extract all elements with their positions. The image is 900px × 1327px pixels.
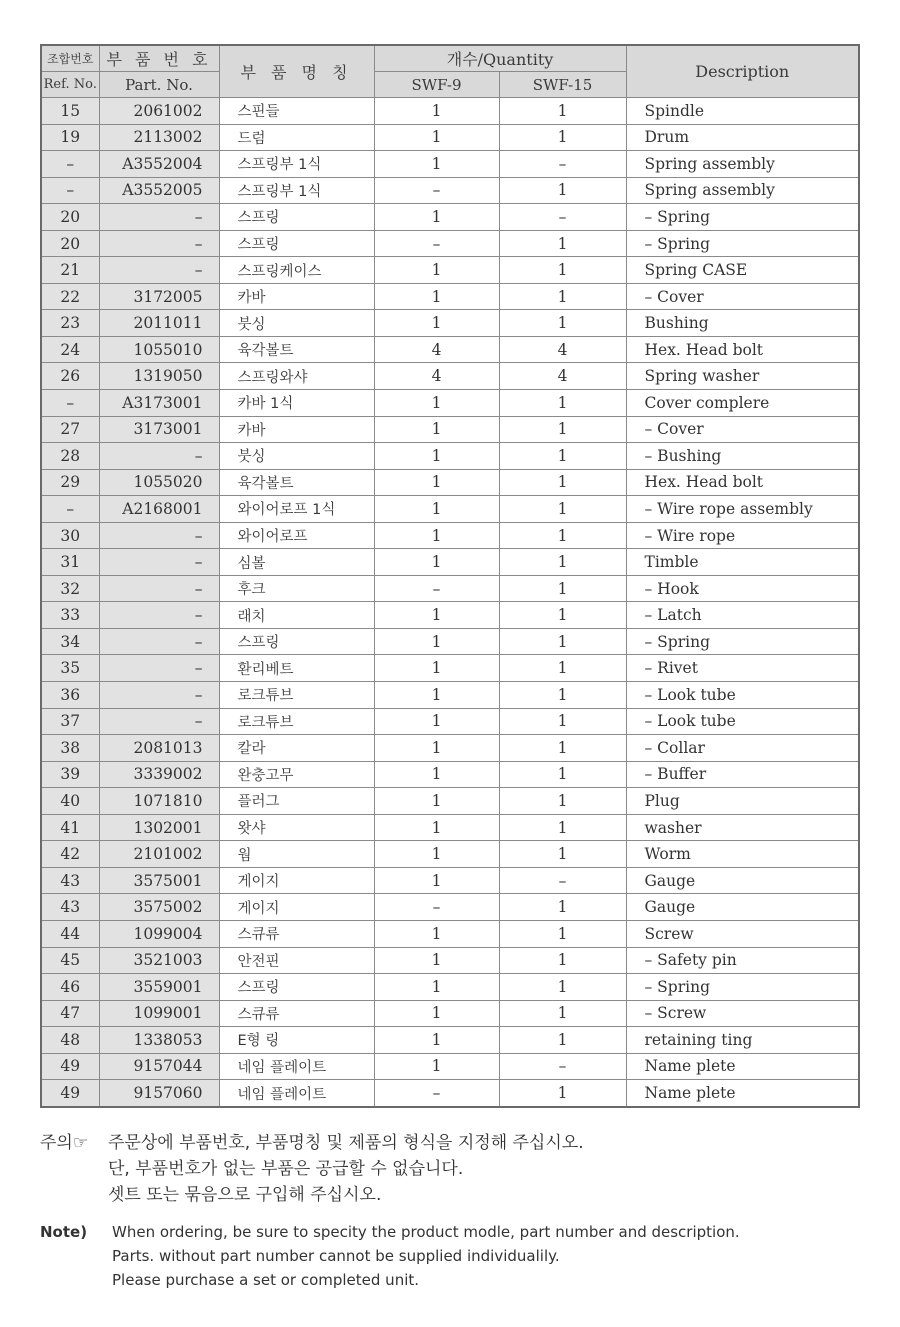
korean-name-cell: 스프링와샤 — [219, 363, 374, 390]
description-cell: Gauge — [626, 867, 859, 894]
part-no-cell: – — [99, 628, 219, 655]
korean-name-cell: 스프링 — [219, 230, 374, 257]
swf9-qty-cell: – — [374, 894, 499, 921]
ref-no-cell: 46 — [41, 974, 99, 1001]
table-row — [41, 575, 859, 602]
swf15-qty-cell: 1 — [499, 655, 626, 682]
swf9-qty-cell: 1 — [374, 549, 499, 576]
table-row — [41, 98, 859, 125]
swf9-qty-cell: – — [374, 1080, 499, 1107]
table-row — [41, 735, 859, 762]
ref-no-cell: 28 — [41, 443, 99, 470]
ref-no-cell: 19 — [41, 124, 99, 151]
description-cell: – Spring — [626, 628, 859, 655]
swf9-qty-cell: 1 — [374, 283, 499, 310]
table-row — [41, 336, 859, 363]
part-no-cell: A3552005 — [99, 177, 219, 204]
korean-name-cell: 스프링 — [219, 628, 374, 655]
korean-name-cell: 스프링케이스 — [219, 257, 374, 284]
description-cell: Worm — [626, 841, 859, 868]
ref-no-english-header: Ref. No. — [41, 72, 99, 98]
description-cell: – Cover — [626, 283, 859, 310]
korean-name-cell: 게이지 — [219, 894, 374, 921]
part-no-cell: 1319050 — [99, 363, 219, 390]
table-row — [41, 761, 859, 788]
table-row — [41, 867, 859, 894]
part-no-cell: – — [99, 655, 219, 682]
part-no-cell: – — [99, 682, 219, 709]
swf9-qty-cell: 1 — [374, 655, 499, 682]
swf15-qty-cell: 1 — [499, 522, 626, 549]
table-row — [41, 363, 859, 390]
part-no-korean-header: 부 품 번 호 — [99, 45, 219, 72]
part-no-cell: 9157044 — [99, 1053, 219, 1080]
table-body — [41, 98, 859, 1107]
description-cell: retaining ting — [626, 1027, 859, 1054]
english-note-text: Parts. without part number cannot be supplied individualily. — [112, 1247, 560, 1265]
description-cell: Spring assembly — [626, 177, 859, 204]
swf9-qty-cell: 1 — [374, 920, 499, 947]
korean-name-cell: 스프링 — [219, 974, 374, 1001]
korean-name-cell: 스프링부 1식 — [219, 151, 374, 178]
korean-name-cell: 안전핀 — [219, 947, 374, 974]
swf9-qty-cell: 1 — [374, 682, 499, 709]
english-note-line — [40, 1268, 860, 1292]
part-no-cell: 1099001 — [99, 1000, 219, 1027]
part-no-cell: 3559001 — [99, 974, 219, 1001]
ref-no-cell: 48 — [41, 1027, 99, 1054]
swf15-qty-cell: 1 — [499, 443, 626, 470]
part-no-cell: – — [99, 230, 219, 257]
swf9-qty-cell: 1 — [374, 867, 499, 894]
korean-name-cell: 플러그 — [219, 788, 374, 815]
english-note-line — [40, 1244, 860, 1268]
table-row — [41, 628, 859, 655]
swf9-qty-cell: 4 — [374, 363, 499, 390]
part-no-cell: – — [99, 549, 219, 576]
swf15-qty-cell: 1 — [499, 894, 626, 921]
swf15-qty-cell: 1 — [499, 1027, 626, 1054]
part-no-cell: 2101002 — [99, 841, 219, 868]
part-no-cell: A3173001 — [99, 390, 219, 417]
swf9-qty-cell: 1 — [374, 788, 499, 815]
swf15-qty-cell: 1 — [499, 920, 626, 947]
swf15-qty-cell: 1 — [499, 230, 626, 257]
swf9-qty-cell: 1 — [374, 469, 499, 496]
table-row — [41, 124, 859, 151]
korean-name-cell: 완충고무 — [219, 761, 374, 788]
description-cell: Spindle — [626, 98, 859, 125]
description-cell: – Latch — [626, 602, 859, 629]
ref-no-cell: 32 — [41, 575, 99, 602]
part-no-cell: 3575001 — [99, 867, 219, 894]
korean-name-cell: 붓싱 — [219, 310, 374, 337]
table-row — [41, 390, 859, 417]
table-row — [41, 1000, 859, 1027]
table-row — [41, 894, 859, 921]
ref-no-cell: 35 — [41, 655, 99, 682]
korean-name-cell: 스큐류 — [219, 920, 374, 947]
part-no-cell: 1338053 — [99, 1027, 219, 1054]
part-no-cell: – — [99, 575, 219, 602]
swf15-qty-cell: 1 — [499, 549, 626, 576]
ref-no-cell: 39 — [41, 761, 99, 788]
swf9-qty-cell: 1 — [374, 257, 499, 284]
ref-no-cell: – — [41, 496, 99, 523]
table-row — [41, 682, 859, 709]
description-cell: Spring assembly — [626, 151, 859, 178]
ref-no-korean-header: 조합번호 — [41, 45, 99, 72]
ref-no-cell: 30 — [41, 522, 99, 549]
part-no-cell: 2113002 — [99, 124, 219, 151]
description-cell: – Buffer — [626, 761, 859, 788]
table-row — [41, 974, 859, 1001]
description-cell: Spring CASE — [626, 257, 859, 284]
description-cell: – Hook — [626, 575, 859, 602]
description-cell: – Rivet — [626, 655, 859, 682]
swf15-qty-cell: 1 — [499, 496, 626, 523]
swf15-qty-cell: 1 — [499, 708, 626, 735]
swf15-qty-cell: – — [499, 1053, 626, 1080]
korean-name-cell: 드럼 — [219, 124, 374, 151]
swf9-qty-cell: 1 — [374, 947, 499, 974]
swf15-qty-cell: – — [499, 204, 626, 231]
table-row — [41, 788, 859, 815]
part-no-cell: 1055010 — [99, 336, 219, 363]
quantity-header: 개수/Quantity — [374, 45, 626, 72]
korean-name-cell: 스큐류 — [219, 1000, 374, 1027]
swf15-qty-cell: 1 — [499, 761, 626, 788]
swf15-qty-cell: 1 — [499, 814, 626, 841]
table-row — [41, 602, 859, 629]
part-no-cell: 2081013 — [99, 735, 219, 762]
swf9-qty-cell: 1 — [374, 522, 499, 549]
korean-name-cell: 후크 — [219, 575, 374, 602]
swf15-qty-cell: 1 — [499, 735, 626, 762]
swf15-header: SWF-15 — [499, 72, 626, 98]
ref-no-cell: 27 — [41, 416, 99, 443]
description-cell: – Spring — [626, 974, 859, 1001]
swf15-qty-cell: 1 — [499, 1000, 626, 1027]
description-cell: – Screw — [626, 1000, 859, 1027]
table-row — [41, 310, 859, 337]
swf15-qty-cell: 1 — [499, 310, 626, 337]
swf9-qty-cell: 1 — [374, 974, 499, 1001]
ref-no-cell: 41 — [41, 814, 99, 841]
description-cell: Cover complere — [626, 390, 859, 417]
korean-name-cell: E형 링 — [219, 1027, 374, 1054]
korean-note-text: 셋트 또는 묶음으로 구입해 주십시오. — [108, 1185, 382, 1205]
swf15-qty-cell: 1 — [499, 469, 626, 496]
ref-no-cell: – — [41, 390, 99, 417]
swf9-qty-cell: 1 — [374, 443, 499, 470]
ref-no-cell: 49 — [41, 1080, 99, 1107]
part-no-cell: – — [99, 204, 219, 231]
table-row — [41, 204, 859, 231]
table-row — [41, 469, 859, 496]
korean-name-cell: 카바 1식 — [219, 390, 374, 417]
swf15-qty-cell: 1 — [499, 124, 626, 151]
korean-name-cell: 로크튜브 — [219, 682, 374, 709]
part-no-cell: 1071810 — [99, 788, 219, 815]
part-no-cell: 9157060 — [99, 1080, 219, 1107]
swf15-qty-cell: 1 — [499, 947, 626, 974]
description-cell: – Bushing — [626, 443, 859, 470]
table-header — [41, 45, 859, 98]
ref-no-cell: 34 — [41, 628, 99, 655]
table-row — [41, 841, 859, 868]
ref-no-cell: 36 — [41, 682, 99, 709]
table-row — [41, 257, 859, 284]
korean-name-cell: 왓샤 — [219, 814, 374, 841]
description-cell: – Safety pin — [626, 947, 859, 974]
korean-name-cell: 웜 — [219, 841, 374, 868]
part-no-cell: – — [99, 522, 219, 549]
ref-no-cell: – — [41, 151, 99, 178]
korean-name-cell: 네임 플레이트 — [219, 1053, 374, 1080]
ref-no-cell: 15 — [41, 98, 99, 125]
korean-note-line — [40, 1130, 860, 1156]
korean-name-cell: 스핀들 — [219, 98, 374, 125]
description-cell: – Collar — [626, 735, 859, 762]
part-no-cell: 2061002 — [99, 98, 219, 125]
description-cell: – Look tube — [626, 682, 859, 709]
swf9-qty-cell: 1 — [374, 390, 499, 417]
swf9-qty-cell: – — [374, 575, 499, 602]
part-no-cell: – — [99, 443, 219, 470]
swf15-qty-cell: 1 — [499, 628, 626, 655]
table-row — [41, 230, 859, 257]
korean-name-cell: 육각볼트 — [219, 469, 374, 496]
swf9-qty-cell: 1 — [374, 1053, 499, 1080]
table-row — [41, 1053, 859, 1080]
swf15-qty-cell: – — [499, 151, 626, 178]
ref-no-cell: 29 — [41, 469, 99, 496]
description-cell: Timble — [626, 549, 859, 576]
korean-name-cell: 붓싱 — [219, 443, 374, 470]
korean-name-cell: 카바 — [219, 283, 374, 310]
korean-note-text: 주문상에 부품번호, 부품명칭 및 제품의 형식을 지정해 주십시오. — [108, 1133, 584, 1153]
ref-no-cell: 26 — [41, 363, 99, 390]
part-no-english-header: Part. No. — [99, 72, 219, 98]
swf9-qty-cell: 1 — [374, 761, 499, 788]
part-no-cell: 2011011 — [99, 310, 219, 337]
table-row — [41, 283, 859, 310]
swf15-qty-cell: 4 — [499, 363, 626, 390]
korean-name-cell: 와이어로프 1식 — [219, 496, 374, 523]
ref-no-cell: 31 — [41, 549, 99, 576]
description-cell: – Wire rope assembly — [626, 496, 859, 523]
ref-no-cell: 37 — [41, 708, 99, 735]
part-no-cell: 1055020 — [99, 469, 219, 496]
part-no-cell: 3521003 — [99, 947, 219, 974]
table-row — [41, 177, 859, 204]
parts-table — [40, 44, 860, 1108]
description-cell: Name plete — [626, 1080, 859, 1107]
table-row — [41, 522, 859, 549]
korean-name-cell: 로크튜브 — [219, 708, 374, 735]
description-cell: – Cover — [626, 416, 859, 443]
english-note-line — [40, 1220, 860, 1244]
table-row — [41, 655, 859, 682]
swf9-qty-cell: 1 — [374, 1027, 499, 1054]
part-no-cell: 3339002 — [99, 761, 219, 788]
part-no-cell: – — [99, 257, 219, 284]
swf15-qty-cell: 1 — [499, 575, 626, 602]
description-cell: – Spring — [626, 230, 859, 257]
english-note-text: Please purchase a set or completed unit. — [112, 1271, 420, 1289]
ref-no-cell: 21 — [41, 257, 99, 284]
table-row — [41, 708, 859, 735]
swf15-qty-cell: 1 — [499, 841, 626, 868]
swf9-qty-cell: 1 — [374, 124, 499, 151]
swf9-qty-cell: 1 — [374, 602, 499, 629]
table-row — [41, 920, 859, 947]
swf15-qty-cell: 1 — [499, 257, 626, 284]
description-cell: Screw — [626, 920, 859, 947]
table-row — [41, 549, 859, 576]
swf15-qty-cell: 1 — [499, 390, 626, 417]
swf9-qty-cell: 1 — [374, 496, 499, 523]
parts-table-container — [40, 44, 858, 1108]
description-cell: Drum — [626, 124, 859, 151]
korean-name-cell: 스프링 — [219, 204, 374, 231]
table-row — [41, 496, 859, 523]
swf9-qty-cell: 1 — [374, 814, 499, 841]
table-row — [41, 416, 859, 443]
ref-no-cell: 22 — [41, 283, 99, 310]
swf9-qty-cell: – — [374, 230, 499, 257]
ref-no-cell: 45 — [41, 947, 99, 974]
ref-no-cell: 40 — [41, 788, 99, 815]
english-note-block — [40, 1220, 860, 1292]
part-no-cell: 3173001 — [99, 416, 219, 443]
korean-note-prefix: 주의☞ — [40, 1133, 89, 1153]
korean-name-cell: 네임 플레이트 — [219, 1080, 374, 1107]
swf15-qty-cell: – — [499, 867, 626, 894]
swf9-qty-cell: 1 — [374, 735, 499, 762]
swf9-qty-cell: 1 — [374, 628, 499, 655]
part-no-cell: A3552004 — [99, 151, 219, 178]
ref-no-cell: 33 — [41, 602, 99, 629]
ref-no-cell: – — [41, 177, 99, 204]
part-no-cell: – — [99, 708, 219, 735]
swf15-qty-cell: 1 — [499, 974, 626, 1001]
table-row — [41, 1080, 859, 1107]
part-no-cell: 3172005 — [99, 283, 219, 310]
part-no-cell: A2168001 — [99, 496, 219, 523]
korean-note-line — [40, 1182, 860, 1208]
ref-no-cell: 43 — [41, 894, 99, 921]
swf15-qty-cell: 1 — [499, 416, 626, 443]
part-no-cell: 1302001 — [99, 814, 219, 841]
korean-name-cell: 심볼 — [219, 549, 374, 576]
part-no-cell: – — [99, 602, 219, 629]
swf9-qty-cell: 1 — [374, 708, 499, 735]
korean-name-cell: 칼라 — [219, 735, 374, 762]
table-row — [41, 814, 859, 841]
swf9-qty-cell: 1 — [374, 98, 499, 125]
description-cell: washer — [626, 814, 859, 841]
part-no-cell: 3575002 — [99, 894, 219, 921]
swf15-qty-cell: 1 — [499, 682, 626, 709]
table-row — [41, 947, 859, 974]
swf9-qty-cell: 1 — [374, 310, 499, 337]
description-header: Description — [626, 45, 859, 98]
swf15-qty-cell: 1 — [499, 98, 626, 125]
swf15-qty-cell: 1 — [499, 1080, 626, 1107]
swf9-qty-cell: 1 — [374, 416, 499, 443]
swf15-qty-cell: 4 — [499, 336, 626, 363]
swf15-qty-cell: 1 — [499, 788, 626, 815]
ref-no-cell: 47 — [41, 1000, 99, 1027]
description-cell: Hex. Head bolt — [626, 336, 859, 363]
description-cell: Name plete — [626, 1053, 859, 1080]
swf9-header: SWF-9 — [374, 72, 499, 98]
ref-no-cell: 42 — [41, 841, 99, 868]
swf9-qty-cell: 1 — [374, 151, 499, 178]
korean-note-line — [40, 1156, 860, 1182]
swf9-qty-cell: – — [374, 177, 499, 204]
part-no-cell: 1099004 — [99, 920, 219, 947]
ref-no-cell: 38 — [41, 735, 99, 762]
ref-no-cell: 20 — [41, 204, 99, 231]
swf9-qty-cell: 1 — [374, 1000, 499, 1027]
ref-no-cell: 43 — [41, 867, 99, 894]
description-cell: Spring washer — [626, 363, 859, 390]
korean-name-cell: 와이어로프 — [219, 522, 374, 549]
english-note-prefix: Note) — [40, 1223, 88, 1241]
korean-name-header: 부 품 명 칭 — [219, 45, 374, 98]
korean-name-cell: 래치 — [219, 602, 374, 629]
swf15-qty-cell: 1 — [499, 602, 626, 629]
description-cell: – Spring — [626, 204, 859, 231]
korean-name-cell: 환리베트 — [219, 655, 374, 682]
ref-no-cell: 23 — [41, 310, 99, 337]
table-row — [41, 151, 859, 178]
korean-name-cell: 스프링부 1식 — [219, 177, 374, 204]
korean-name-cell: 게이지 — [219, 867, 374, 894]
description-cell: Gauge — [626, 894, 859, 921]
table-row — [41, 1027, 859, 1054]
swf15-qty-cell: 1 — [499, 177, 626, 204]
description-cell: Hex. Head bolt — [626, 469, 859, 496]
korean-name-cell: 카바 — [219, 416, 374, 443]
swf15-qty-cell: 1 — [499, 283, 626, 310]
ref-no-cell: 44 — [41, 920, 99, 947]
notes-section — [40, 1130, 860, 1292]
description-cell: – Wire rope — [626, 522, 859, 549]
description-cell: – Look tube — [626, 708, 859, 735]
table-row — [41, 443, 859, 470]
korean-note-text: 단, 부품번호가 없는 부품은 공급할 수 없습니다. — [108, 1159, 464, 1179]
ref-no-cell: 49 — [41, 1053, 99, 1080]
description-cell: Plug — [626, 788, 859, 815]
swf9-qty-cell: 1 — [374, 841, 499, 868]
korean-name-cell: 육각볼트 — [219, 336, 374, 363]
ref-no-cell: 20 — [41, 230, 99, 257]
ref-no-cell: 24 — [41, 336, 99, 363]
swf9-qty-cell: 4 — [374, 336, 499, 363]
swf9-qty-cell: 1 — [374, 204, 499, 231]
english-note-text: When ordering, be sure to specity the product modle, part number and description. — [112, 1223, 740, 1241]
description-cell: Bushing — [626, 310, 859, 337]
